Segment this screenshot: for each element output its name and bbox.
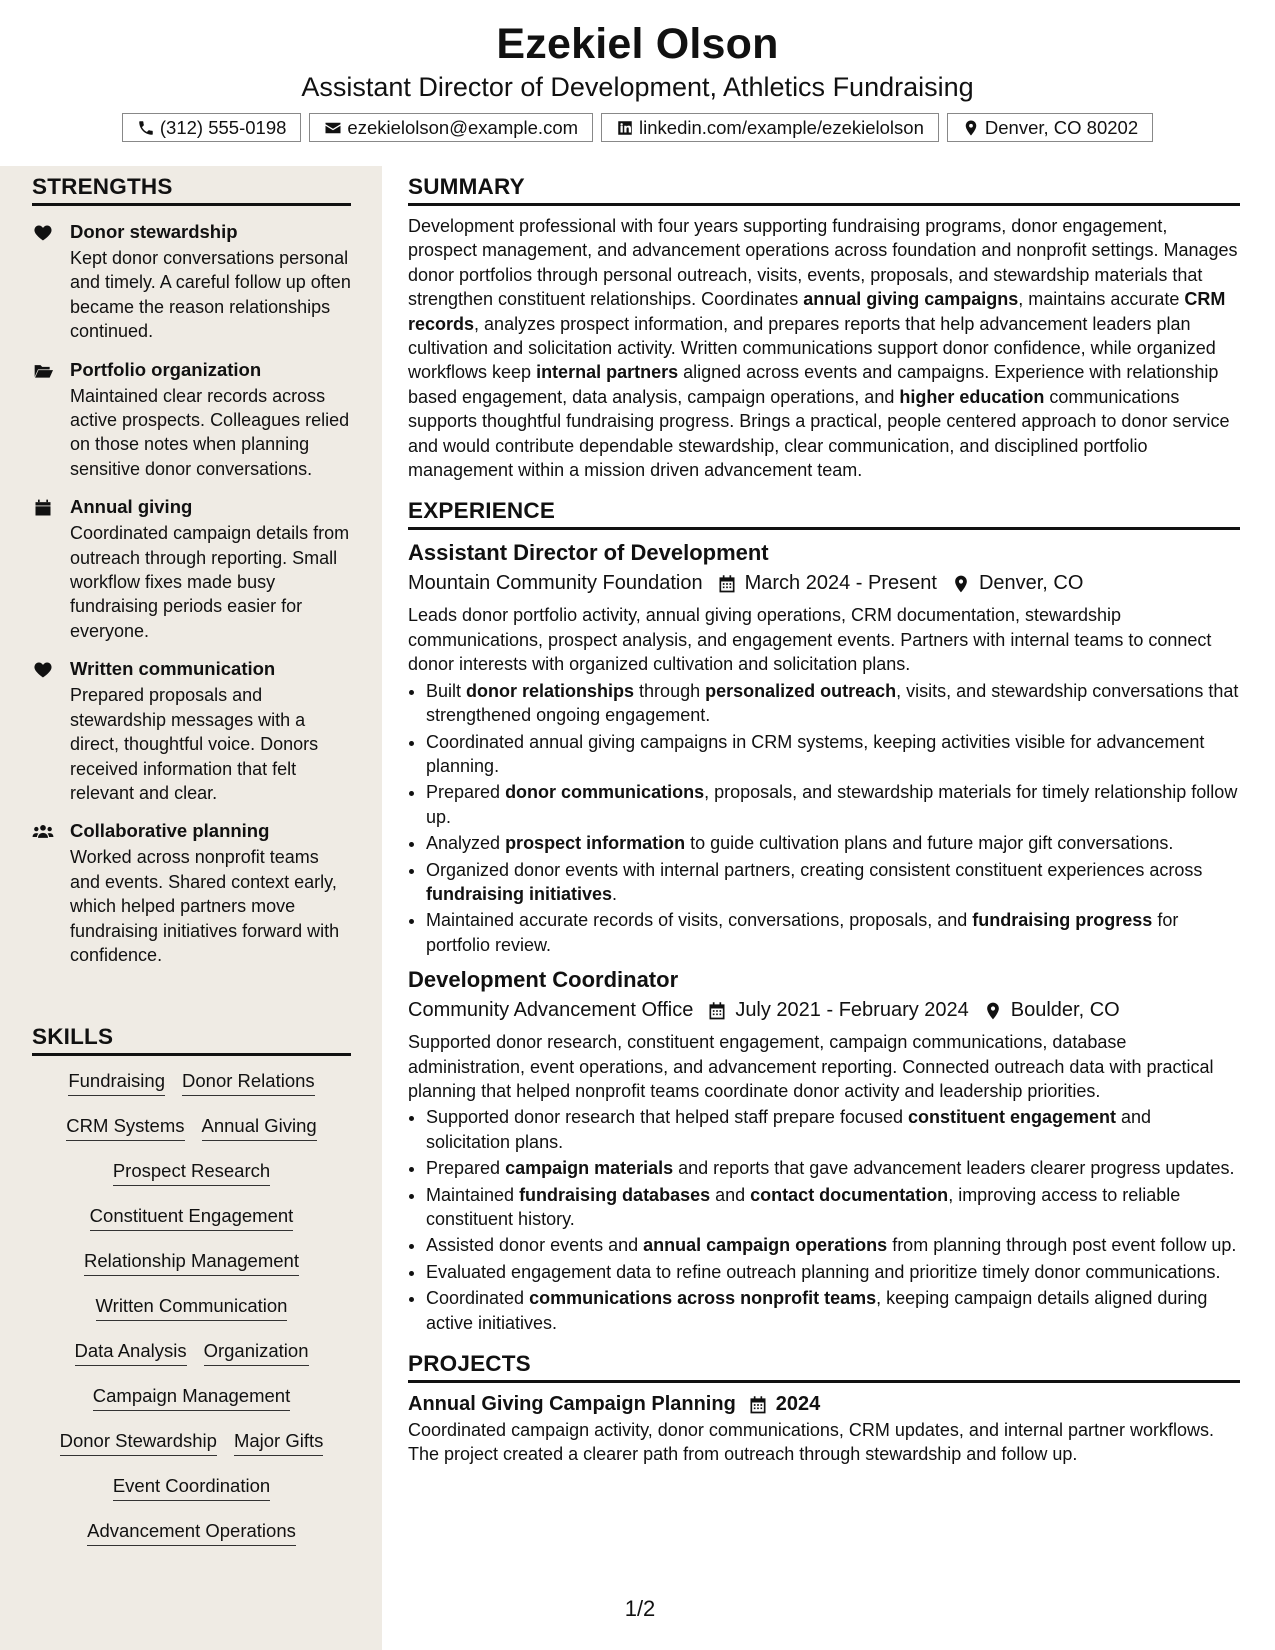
main-column: [408, 166, 1240, 1467]
project-title: Annual Giving Campaign Planning: [408, 1393, 736, 1416]
location-pin-icon: [937, 574, 979, 594]
skills-heading: SKILLS: [32, 1024, 351, 1056]
job-title: Assistant Director of Development: [408, 540, 769, 566]
page-number: 1/2: [624, 1596, 656, 1621]
contact-text: linkedin.com/example/ezekielolson: [639, 116, 924, 138]
phone-icon: [137, 119, 155, 137]
job-entry: [408, 967, 1240, 1335]
candidate-title: Assistant Director of Development, Athletics Fundraising: [301, 72, 974, 102]
strength-title: Collaborative planning: [70, 820, 270, 842]
job-description: Leads donor portfolio activity, annual giving operations, CRM documentation, stewardship communications, prospect analysis, and engagement events. Partners with internal teams to connect donor interests with organized cultivation and solicitation plans.: [408, 605, 1212, 675]
job-bullet: • Evaluated engagement data to refine outreach planning and prioritize timely donor communications.: [426, 1260, 1240, 1284]
strength-desc: Maintained clear records across active prospects. Colleagues relied on those notes when planning sensitive donor conversations.: [70, 385, 350, 479]
contact-item[interactable]: [309, 113, 593, 142]
job-location: Denver, CO: [978, 572, 1084, 595]
strength-item: [32, 358, 351, 482]
job-list: [408, 540, 1240, 1335]
strengths-list: [32, 220, 351, 967]
strength-item: [32, 657, 351, 805]
skill-tag: Relationship Management: [84, 1250, 299, 1276]
skill-tag: Event Coordination: [113, 1475, 270, 1501]
job-bullet: • Assisted donor events and annual campaign operations from planning through post event follow up.: [426, 1233, 1240, 1257]
folder-open-icon: [32, 361, 54, 381]
strength-desc: Prepared proposals and stewardship messages with a direct, thoughtful voice. Donors received information that felt relevant and clear.: [70, 685, 319, 803]
contact-text: Denver, CO 80202: [984, 116, 1139, 138]
project-list: [408, 1393, 1240, 1467]
strength-desc: Kept donor conversations personal and timely. A careful follow up often became the reason relationships continued.: [70, 248, 351, 342]
calendar-outline-icon: [703, 574, 745, 594]
heart-icon: [32, 660, 54, 680]
job-bullets: [408, 1105, 1240, 1335]
job-bullet: • Prepared donor communications, proposals, and stewardship materials for timely relationship follow up.: [426, 780, 1240, 829]
strength-title: Annual giving: [70, 496, 193, 518]
skill-tag: Prospect Research: [113, 1160, 270, 1186]
project-header: [408, 1393, 1240, 1416]
project-year: 2024: [775, 1393, 821, 1416]
envelope-icon: [324, 119, 342, 137]
experience-heading: EXPERIENCE: [408, 498, 1240, 530]
skill-tag: Data Analysis: [75, 1340, 187, 1366]
job-dates: March 2024 - Present: [744, 572, 937, 595]
contact-text: (312) 555-0198: [159, 116, 287, 138]
job-title: Development Coordinator: [408, 967, 679, 993]
strength-title: Donor stewardship: [70, 221, 238, 242]
job-dates: July 2021 - February 2024: [735, 999, 969, 1022]
users-icon: [32, 822, 54, 842]
strength-title: Written communication: [70, 658, 276, 680]
sidebar: [0, 166, 382, 1650]
skill-tag: Organization: [204, 1340, 309, 1366]
location-pin-icon: [962, 119, 980, 137]
projects-heading: PROJECTS: [408, 1351, 1240, 1383]
contact-item[interactable]: [122, 113, 302, 142]
job-bullet: • Maintained fundraising databases and contact documentation, improving access to reliable constituent history.: [426, 1183, 1240, 1232]
strength-item: [32, 495, 351, 643]
job-bullet: • Built donor relationships through personalized outreach, visits, and stewardship conversations that strengthened ongoing engagement.: [426, 679, 1240, 728]
job-entry: [408, 540, 1240, 957]
job-org: Community Advancement Office: [408, 999, 694, 1022]
strengths-heading: STRENGTHS: [32, 174, 351, 206]
candidate-name: Ezekiel Olson: [496, 20, 779, 68]
job-bullet: • Prepared campaign materials and reports that gave advancement leaders clearer progress updates.: [426, 1156, 1240, 1180]
calendar-outline-icon: [693, 1001, 735, 1021]
strength-desc: Worked across nonprofit teams and events. Shared context early, which helped partners move fundraising initiatives forward with confidence.: [70, 847, 340, 965]
contact-item[interactable]: [601, 113, 939, 142]
strength-item: [32, 220, 351, 344]
skill-tag: Constituent Engagement: [90, 1205, 294, 1231]
job-description: Supported donor research, constituent engagement, campaign communications, database administration, event operations, and advancement reporting. Connected outreach data with practical planning that helped nonprofit teams coordinate donor activity and leadership priorities.: [408, 1032, 1214, 1101]
skill-tag: Donor Stewardship: [60, 1430, 217, 1456]
skill-tag: Written Communication: [96, 1295, 288, 1321]
job-location: Boulder, CO: [1010, 999, 1120, 1022]
contact-bar: [0, 113, 1275, 142]
skill-tag: Campaign Management: [93, 1385, 290, 1411]
location-pin-icon: [969, 1001, 1011, 1021]
projects-section: [408, 1351, 1240, 1467]
job-org: Mountain Community Foundation: [408, 572, 703, 595]
strength-title: Portfolio organization: [70, 358, 262, 380]
summary-heading: SUMMARY: [408, 174, 1240, 206]
strength-item: [32, 819, 351, 967]
job-bullet: • Coordinated communications across nonprofit teams, keeping campaign details aligned during active initiatives.: [426, 1286, 1240, 1335]
resume-header: [0, 0, 1275, 166]
skill-tag: Advancement Operations: [87, 1520, 296, 1546]
heart-icon: [32, 223, 54, 243]
project-description: Coordinated campaign activity, donor communications, CRM updates, and internal partner workflows. The project created a clearer path from outreach through stewardship and follow up.: [408, 1420, 1215, 1465]
job-meta: [408, 999, 1240, 1022]
skill-tag: CRM Systems: [66, 1115, 184, 1141]
skill-tag: Annual Giving: [202, 1115, 317, 1141]
contact-text: ezekielolson@example.com: [347, 116, 579, 138]
job-bullet: • Coordinated annual giving campaigns in CRM systems, keeping activities visible for advancement planning.: [426, 730, 1240, 779]
summary-section: [408, 174, 1240, 482]
job-bullets: [408, 679, 1240, 957]
project-entry: [408, 1393, 1240, 1467]
contact-item[interactable]: [947, 113, 1153, 142]
skill-tag: Donor Relations: [182, 1070, 315, 1096]
summary-text: Development professional with four years supporting fundraising programs, donor engagement, prospect management, and advancement operations across foundation and nonprofit settings. Manages donor portfolios through personal outreach, visits, events, proposals, and stewardship materials that strengthen constituent relationships. Coordinates annual giving campaigns, maintains accurate CRM records, analyzes prospect information, and prepares reports that help advancement leaders plan cultivation and solicitation activity. Written communications support donor confidence, while organized workflows keep internal partners aligned across events and campaigns. Experience with relationship based engagement, data analysis, campaign operations, and higher education communications supports thoughtful fundraising progress. Brings a practical, people centered approach to donor service and would contribute dependable stewardship, clear communication, and disciplined portfolio management within a mission driven advancement team.: [408, 216, 1238, 481]
job-bullet: • Analyzed prospect information to guide cultivation plans and future major gift conversations.: [426, 831, 1240, 855]
job-bullet: • Supported donor research that helped staff prepare focused constituent engagement and solicitation plans.: [426, 1105, 1240, 1154]
calendar-outline-icon: [736, 1395, 776, 1415]
skill-tag: Major Gifts: [234, 1430, 323, 1456]
calendar-icon: [32, 498, 54, 518]
job-bullet: • Maintained accurate records of visits, conversations, proposals, and fundraising progress for portfolio review.: [426, 908, 1240, 957]
skills-list: [32, 1070, 351, 1565]
job-meta: [408, 572, 1240, 595]
linkedin-icon: [616, 119, 634, 137]
experience-section: [408, 498, 1240, 1335]
job-bullet: • Organized donor events with internal partners, creating consistent constituent experiences across fundraising initiatives.: [426, 858, 1240, 907]
strength-desc: Coordinated campaign details from outreach through reporting. Small workflow fixes made busy fundraising periods easier for everyone.: [70, 523, 350, 641]
skill-tag: Fundraising: [68, 1070, 165, 1096]
